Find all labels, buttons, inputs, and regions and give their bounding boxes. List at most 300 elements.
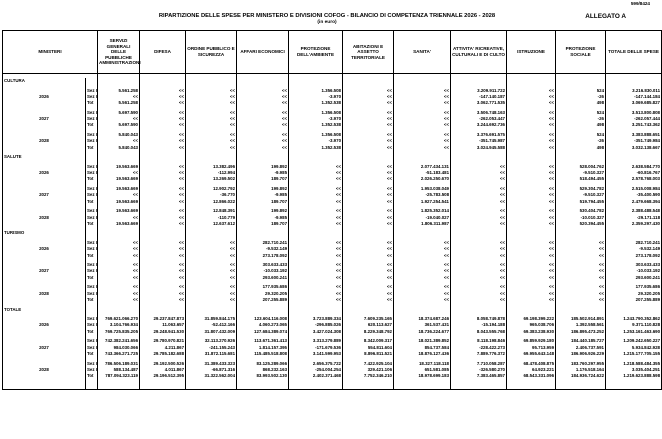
value-cell: << <box>289 164 343 170</box>
value-cell: << <box>237 110 289 116</box>
value-cell: 69.859.929.180 <box>507 338 556 344</box>
value-cell: << <box>98 138 140 144</box>
value-cell: 3.244.692.736 <box>451 122 507 128</box>
value-cell: 2.388.488.548 <box>606 208 662 214</box>
value-cell: << <box>343 122 394 128</box>
row-label: Tot <box>86 145 98 151</box>
row-label: Tot <box>86 199 98 205</box>
value-cell: 7.752.346.210 <box>343 373 394 379</box>
value-cell: << <box>451 268 507 274</box>
value-cell: 19.563.669 <box>98 164 140 170</box>
value-cell: 5.934.842.928 <box>606 345 662 351</box>
value-cell: 3.506.748.163 <box>451 110 507 116</box>
value-cell: 32.113.270.926 <box>186 338 237 344</box>
value-cell: << <box>556 275 606 281</box>
value-cell: << <box>140 94 186 100</box>
value-cell: 189.707 <box>237 176 289 182</box>
value-cell: 282.710.241 <box>237 240 289 246</box>
value-cell: 524 <box>556 132 606 138</box>
col-header-servizi-generali: SERVIZI GENERALI DELLE PUBBLICHE AMMINISTRAZIONI <box>98 31 140 74</box>
row-label: Sez II <box>87 192 99 198</box>
value-cell: -296.885.026 <box>289 322 343 328</box>
year-cell: 2027 <box>3 345 86 351</box>
value-cell: << <box>98 297 140 303</box>
value-cell: << <box>507 199 556 205</box>
value-cell: 127.684.389.074 <box>237 329 289 335</box>
value-cell: 31.872.115.681 <box>186 351 237 357</box>
value-cell: << <box>451 170 507 176</box>
value-cell: 8.058.749.878 <box>451 316 507 322</box>
value-cell: 183.760.297.955 <box>556 361 606 367</box>
value-cell: 3.035.404.251 <box>606 367 662 373</box>
value-cell: 13.382.496 <box>186 164 237 170</box>
value-cell: << <box>186 132 237 138</box>
value-cell: << <box>507 116 556 122</box>
value-cell: 868.232.163 <box>237 367 289 373</box>
value-cell: << <box>507 94 556 100</box>
row-label: Sez I <box>87 338 98 344</box>
value-cell: 293.600.241 <box>606 275 662 281</box>
row-label: Sez II <box>87 322 99 328</box>
value-cell: << <box>140 132 186 138</box>
year-cell: 2027 <box>3 192 86 198</box>
value-cell: << <box>289 170 343 176</box>
col-header-protezione-sociale: PROTEZIONE SOCIALE <box>556 31 606 74</box>
value-cell: << <box>343 268 394 274</box>
value-cell: 2.515.008.984 <box>606 186 662 192</box>
row-label: Tot <box>86 329 98 335</box>
col-header-affari-economici: AFFARI ECONOMICI <box>237 31 289 74</box>
value-cell: 29.780.970.821 <box>140 338 186 344</box>
value-cell: 2.026.250.670 <box>394 176 451 182</box>
value-cell: 207.255.889 <box>606 297 662 303</box>
row-label: Sez I <box>87 208 98 214</box>
year-cell: 2028 <box>3 291 86 297</box>
row-label: Sez I <box>87 316 98 322</box>
value-cell: 184.936.724.622 <box>556 373 606 379</box>
value-cell: 965.038.706 <box>507 322 556 328</box>
value-cell: << <box>507 240 556 246</box>
page-title: RIPARTIZIONE DELLE SPESE PER MINISTERO E DIVISIONI COFOG - BILANCIO DI COMPETENZA TRIENNALE 2026 - 2028 <box>158 13 496 19</box>
value-cell: 498 <box>556 122 606 128</box>
value-cell: << <box>394 284 451 290</box>
col-header-sanita: SANITA' <box>394 31 451 74</box>
value-cell: << <box>507 88 556 94</box>
value-cell: 12.637.612 <box>186 221 237 227</box>
value-cell: 1.218.588.484.355 <box>606 361 662 367</box>
value-cell: 769.725.835.205 <box>98 329 140 335</box>
value-cell: << <box>98 284 140 290</box>
value-cell: -351.749.984 <box>606 138 662 144</box>
value-cell: -3.970 <box>289 94 343 100</box>
value-cell: << <box>507 170 556 176</box>
value-cell: << <box>394 253 451 259</box>
value-cell: << <box>394 116 451 122</box>
row-label: Sez II <box>87 116 99 122</box>
value-cell: 12.866.022 <box>186 199 237 205</box>
value-cell: << <box>343 164 394 170</box>
row-label: Sez I <box>87 284 98 290</box>
value-cell: << <box>343 199 394 205</box>
value-cell: << <box>507 100 556 106</box>
value-cell: -52.412.166 <box>186 322 237 328</box>
row-label: Sez I <box>87 87 98 93</box>
value-cell: << <box>343 132 394 138</box>
value-cell: << <box>289 192 343 198</box>
value-cell: 1.356.508 <box>289 110 343 116</box>
value-cell: 8.896.811.521 <box>343 351 394 357</box>
value-cell: << <box>289 176 343 182</box>
value-cell: -9.532.149 <box>237 246 289 252</box>
value-cell: 18.374.687.246 <box>394 316 451 322</box>
value-cell: 185.502.914.891 <box>556 316 606 322</box>
value-cell: << <box>98 215 140 221</box>
value-cell: 273.178.092 <box>237 253 289 259</box>
value-cell: << <box>343 145 394 151</box>
value-cell: << <box>237 116 289 122</box>
value-cell: 3.209.911.722 <box>451 88 507 94</box>
value-cell: << <box>451 199 507 205</box>
value-cell: << <box>237 88 289 94</box>
value-cell: 528.004.762 <box>556 164 606 170</box>
value-cell: 2.406.737.591 <box>556 345 606 351</box>
value-cell: << <box>507 291 556 297</box>
value-cell: 18.021.389.852 <box>394 338 451 344</box>
value-cell: << <box>556 253 606 259</box>
value-cell: << <box>556 240 606 246</box>
value-cell: 1.219.623.888.598 <box>606 373 662 379</box>
value-cell: << <box>343 262 394 268</box>
value-cell: 3.024.945.588 <box>451 145 507 151</box>
value-cell: 2.359.297.430 <box>606 221 662 227</box>
value-cell: << <box>507 221 556 227</box>
value-cell: 5.697.590 <box>98 110 140 116</box>
value-cell: 3.104.766.934 <box>98 322 140 328</box>
spending-table <box>2 30 662 390</box>
value-cell: 5.561.258 <box>98 100 140 106</box>
value-cell: << <box>507 268 556 274</box>
value-cell: << <box>289 221 343 227</box>
value-cell: -351.745.987 <box>451 138 507 144</box>
value-cell: 787.094.323.119 <box>98 373 140 379</box>
value-cell: << <box>140 215 186 221</box>
value-cell: -60.816.767 <box>606 170 662 176</box>
table-body <box>3 78 662 389</box>
value-cell: -147.144.184 <box>606 94 662 100</box>
value-cell: << <box>98 192 140 198</box>
value-cell: << <box>556 284 606 290</box>
value-cell: << <box>394 275 451 281</box>
value-cell: -25.783.508 <box>394 192 451 198</box>
value-cell: << <box>140 176 186 182</box>
value-cell: 854.737.584 <box>394 345 451 351</box>
value-cell: << <box>451 297 507 303</box>
value-cell: << <box>140 268 186 274</box>
value-cell: 1.253.161.463.690 <box>606 329 662 335</box>
value-cell: << <box>394 138 451 144</box>
value-cell: 518.494.455 <box>556 176 606 182</box>
row-label: Sez I <box>87 109 98 115</box>
value-cell: 273.178.092 <box>606 253 662 259</box>
value-cell: 19.563.669 <box>98 208 140 214</box>
value-cell: << <box>186 145 237 151</box>
header-row <box>3 31 662 74</box>
year-cell: 2026 <box>3 94 86 100</box>
value-cell: 12.902.792 <box>186 186 237 192</box>
value-cell: 3.313.279.889 <box>289 338 343 344</box>
value-cell: << <box>186 94 237 100</box>
row-label: Sez I <box>87 163 98 169</box>
value-cell: << <box>98 94 140 100</box>
value-cell: 7.609.235.165 <box>343 316 394 322</box>
value-cell: 2.402.371.468 <box>289 373 343 379</box>
value-cell: << <box>237 100 289 106</box>
value-cell: 588.134.487 <box>98 367 140 373</box>
value-cell: << <box>343 110 394 116</box>
value-cell: -26 <box>556 94 606 100</box>
value-cell: -110.779 <box>186 215 237 221</box>
value-cell: 68.543.331.096 <box>507 373 556 379</box>
year-cell: 2026 <box>3 246 86 252</box>
col-header-abitazioni: ABITAZIONI E ASSETTO TERRITORIALE <box>343 31 394 74</box>
value-cell: 524 <box>556 88 606 94</box>
value-cell: 1.215.177.705.155 <box>606 351 662 357</box>
value-cell: << <box>394 132 451 138</box>
value-cell: 29.320.205 <box>606 291 662 297</box>
value-cell: 4.011.867 <box>140 367 186 373</box>
value-cell: << <box>98 291 140 297</box>
value-cell: 19.563.669 <box>98 199 140 205</box>
value-cell: 3.427.024.308 <box>289 329 343 335</box>
value-cell: << <box>451 192 507 198</box>
value-cell: 19.563.669 <box>98 176 140 182</box>
value-cell: << <box>186 268 237 274</box>
value-cell: 1.825.352.014 <box>394 208 451 214</box>
value-cell: << <box>343 208 394 214</box>
value-cell: << <box>140 138 186 144</box>
value-cell: << <box>451 275 507 281</box>
value-cell: 18.978.699.183 <box>394 373 451 379</box>
value-cell: << <box>140 100 186 106</box>
value-cell: -15.194.188 <box>451 322 507 328</box>
value-cell: << <box>186 262 237 268</box>
value-cell: 29.320.205 <box>237 291 289 297</box>
year-cell: 2027 <box>3 116 86 122</box>
value-cell: 184.440.185.727 <box>556 338 606 344</box>
value-cell: -262.057.444 <box>606 116 662 122</box>
value-cell: 529.304.782 <box>556 186 606 192</box>
value-cell: 984.030.066 <box>98 345 140 351</box>
row-label: Tot <box>86 122 98 128</box>
value-cell: 69.383.238.930 <box>507 329 556 335</box>
value-cell: 199.892 <box>237 164 289 170</box>
value-cell: 2.077.434.131 <box>394 164 451 170</box>
value-cell: 1.209.242.650.227 <box>606 338 662 344</box>
value-cell: << <box>343 88 394 94</box>
year-cell: 2028 <box>3 138 86 144</box>
value-cell: 13.269.502 <box>186 176 237 182</box>
value-cell: 3.513.800.808 <box>606 110 662 116</box>
value-cell: 186.895.473.252 <box>556 329 606 335</box>
row-label: Tot <box>86 221 98 227</box>
value-cell: << <box>289 215 343 221</box>
value-cell: << <box>186 110 237 116</box>
value-cell: << <box>451 208 507 214</box>
value-cell: << <box>451 240 507 246</box>
annex-label: ALLEGATO A <box>585 13 626 20</box>
col-header-attivita-ricreative: ATTIVITA' RICREATIVE, CULTURALI E DI CULTO <box>451 31 507 74</box>
value-cell: 361.537.431 <box>394 322 451 328</box>
year-cell: 2028 <box>3 215 86 221</box>
value-cell: 3.062.771.535 <box>451 100 507 106</box>
value-cell: 186.906.926.229 <box>556 351 606 357</box>
value-cell: << <box>140 246 186 252</box>
value-cell: << <box>507 138 556 144</box>
value-cell: << <box>140 221 186 227</box>
value-cell: -9.985 <box>237 170 289 176</box>
row-label: Sez II <box>87 290 99 296</box>
value-cell: 1.927.254.541 <box>394 199 451 205</box>
value-cell: 5.840.043 <box>98 132 140 138</box>
value-cell: 177.935.686 <box>606 284 662 290</box>
value-cell: 786.506.189.031 <box>98 361 140 367</box>
value-cell: -26 <box>556 138 606 144</box>
value-cell: 5.840.043 <box>98 145 140 151</box>
value-cell: << <box>140 275 186 281</box>
value-cell: << <box>507 262 556 268</box>
value-cell: 3.383.888.651 <box>606 132 662 138</box>
value-cell: -9.985 <box>237 192 289 198</box>
value-cell: 524 <box>556 110 606 116</box>
value-cell: << <box>140 253 186 259</box>
value-cell: << <box>451 176 507 182</box>
value-cell: -326.580.270 <box>451 367 507 373</box>
value-cell: << <box>507 192 556 198</box>
value-cell: 11.063.657 <box>140 322 186 328</box>
value-cell: << <box>507 215 556 221</box>
value-cell: << <box>507 253 556 259</box>
value-cell: -36.770 <box>186 192 237 198</box>
col-header-totale: TOTALE DELLE SPESE <box>606 31 662 74</box>
value-cell: << <box>451 215 507 221</box>
value-cell: 4.211.867 <box>140 345 186 351</box>
value-cell: 329.421.106 <box>343 367 394 373</box>
value-cell: -254.004.254 <box>289 367 343 373</box>
value-cell: 2.479.668.394 <box>606 199 662 205</box>
value-cell: 4.060.273.065 <box>237 322 289 328</box>
value-cell: -9.510.327 <box>556 192 606 198</box>
row-label: Sez II <box>87 344 99 350</box>
value-cell: 2.638.584.770 <box>606 164 662 170</box>
value-cell: -9.510.327 <box>556 170 606 176</box>
value-cell: 8.342.009.317 <box>343 338 394 344</box>
value-cell: 31.859.844.175 <box>186 316 237 322</box>
value-cell: << <box>507 110 556 116</box>
value-cell: 18.736.224.677 <box>394 329 451 335</box>
row-label: Sez II <box>87 170 99 176</box>
col-header-istruzione: ISTRUZIONE <box>507 31 556 74</box>
value-cell: << <box>343 94 394 100</box>
value-cell: 83.125.289.066 <box>237 361 289 367</box>
value-cell: 113.671.361.413 <box>237 338 289 344</box>
value-cell: << <box>394 297 451 303</box>
value-cell: << <box>343 240 394 246</box>
value-cell: << <box>507 176 556 182</box>
value-cell: << <box>343 170 394 176</box>
value-cell: 31.322.562.004 <box>186 373 237 379</box>
value-cell: << <box>451 246 507 252</box>
value-cell: << <box>343 192 394 198</box>
value-cell: 742.382.241.656 <box>98 338 140 344</box>
value-cell: 31.389.433.323 <box>186 361 237 367</box>
year-cell: 2028 <box>3 367 86 373</box>
value-cell: 3.376.691.575 <box>451 132 507 138</box>
value-cell: 554.811.604 <box>343 345 394 351</box>
value-cell: << <box>289 186 343 192</box>
value-cell: << <box>140 240 186 246</box>
value-cell: 519.794.455 <box>556 199 606 205</box>
value-cell: << <box>343 246 394 252</box>
value-cell: << <box>394 94 451 100</box>
value-cell: << <box>343 186 394 192</box>
value-cell: 69.198.399.222 <box>507 316 556 322</box>
row-label: Sez II <box>87 246 99 252</box>
value-cell: << <box>451 262 507 268</box>
value-cell: << <box>98 262 140 268</box>
row-label: Sez II <box>87 138 99 144</box>
value-cell: << <box>507 284 556 290</box>
value-cell: << <box>507 145 556 151</box>
value-cell: << <box>556 262 606 268</box>
value-cell: 303.633.433 <box>606 262 662 268</box>
col-header-difesa: DIFESA <box>140 31 186 74</box>
value-cell: << <box>186 116 237 122</box>
value-cell: << <box>451 221 507 227</box>
value-cell: -241.155.243 <box>186 345 237 351</box>
row-label: Tot <box>86 176 98 182</box>
value-cell: << <box>289 291 343 297</box>
value-cell: 19.563.669 <box>98 221 140 227</box>
value-cell: -262.053.447 <box>451 116 507 122</box>
value-cell: -66.871.316 <box>186 367 237 373</box>
value-cell: << <box>186 284 237 290</box>
ministry-name: TURISMO <box>3 230 86 236</box>
value-cell: 5.561.258 <box>98 88 140 94</box>
value-cell: << <box>343 100 394 106</box>
value-cell: << <box>343 138 394 144</box>
value-cell: << <box>186 88 237 94</box>
value-cell: 769.621.066.270 <box>98 316 140 322</box>
value-cell: << <box>343 176 394 182</box>
value-cell: 189.707 <box>237 199 289 205</box>
row-label: Sez I <box>87 131 98 137</box>
value-cell: << <box>451 291 507 297</box>
ministry-name: TOTALE <box>3 307 86 313</box>
row-label: Tot <box>86 297 98 303</box>
value-cell: -10.033.192 <box>606 268 662 274</box>
value-cell: 1.352.538 <box>289 100 343 106</box>
row-label: Sez I <box>87 262 98 268</box>
value-cell: << <box>289 240 343 246</box>
page-subtitle: (in euro) <box>317 20 337 25</box>
value-cell: << <box>507 132 556 138</box>
value-cell: << <box>237 138 289 144</box>
ministry-name: CULTURA <box>3 78 86 84</box>
value-cell: << <box>98 116 140 122</box>
value-cell: 1.814.157.395 <box>237 345 289 351</box>
value-cell: 3.069.685.827 <box>606 100 662 106</box>
value-cell: << <box>289 275 343 281</box>
